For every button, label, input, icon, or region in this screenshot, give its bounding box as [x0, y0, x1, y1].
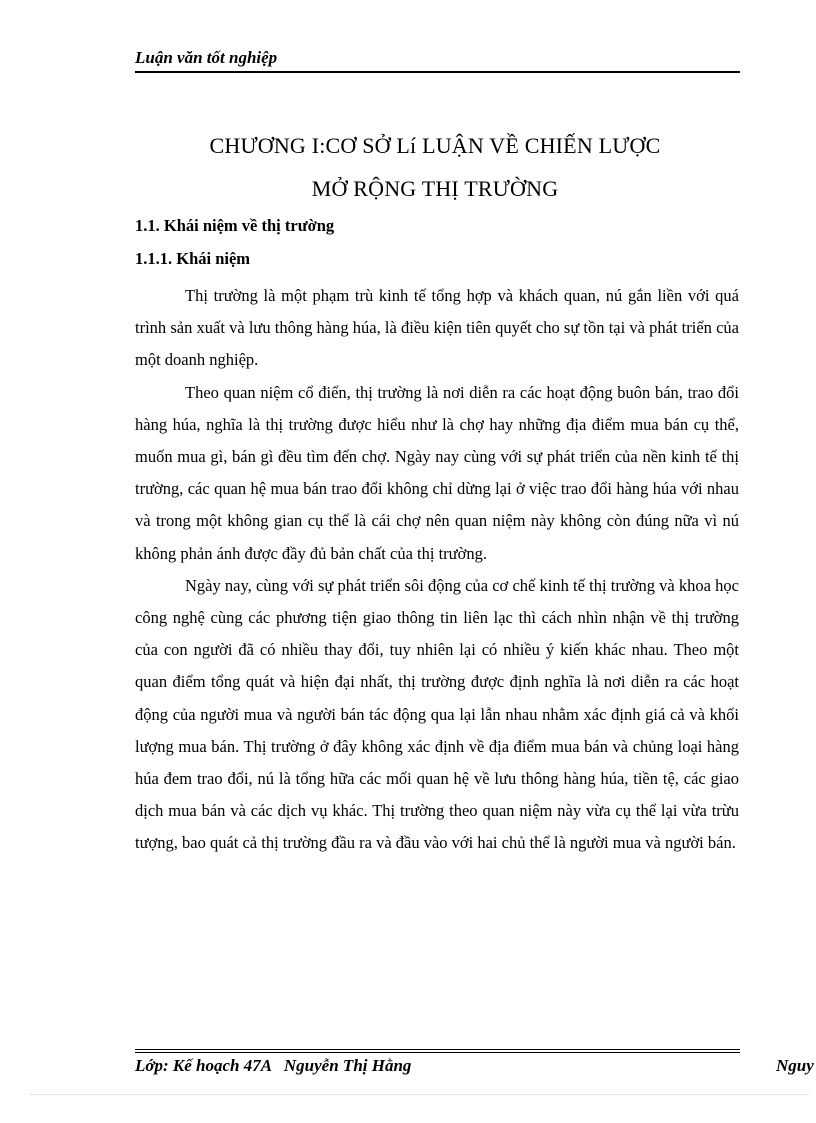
footer-rule-bottom	[135, 1052, 740, 1053]
paragraph-1: Thị trường là một phạm trù kinh tế tổng hợp và khách quan, nú gắn liền với quá trình sản xuất và lưu thông hàng húa, là điều kiện tiên quyết cho sự tồn tại và phát triển của một doanh nghiệp.	[135, 286, 739, 370]
header-rule	[135, 71, 740, 73]
page-edge-divider	[30, 1094, 810, 1095]
body-text	[135, 280, 739, 860]
paragraph-3: Ngày nay, cùng với sự phát triển sôi động của cơ chế kinh tế thị trường và khoa học công nghệ cùng các phương tiện giao thông tin liên lạc thì cách nhìn nhận về thị trường của con người đã có nhiều thay đổi, tuy nhiên lại có nhiều ý kiến khác nhau. Theo một quan điểm tổng quát và hiện đại nhất, thị trường được định nghĩa là nơi diễn ra các hoạt động của người mua và người bán tác động qua lại lẫn nhau nhằm xác định giá cả và khối lượng mua bán. Thị trường ở đây không xác định về địa điểm mua bán và chủng loại hàng húa đem trao đổi, nú là tổng hữa các mối quan hệ về lưu thông hàng húa, tiền tệ, các giao dịch mua bán và các dịch vụ khác. Thị trường theo quan niệm này vừa cụ thể lại vừa trừu tượng, bao quát cả thị trường đầu ra và đầu vào với hai chủ thể là người mua và người bán.	[135, 575, 739, 853]
section-heading-1-1: 1.1. Khái niệm về thị trường	[135, 216, 335, 235]
section-heading-1-1-1: 1.1.1. Khái niệm	[135, 249, 251, 268]
paragraph-2: Theo quan niệm cổ điển, thị trường là nơi diễn ra các hoạt động buôn bán, trao đổi hàng húa, nghĩa là thị trường được hiểu như là chợ hay những địa điểm mua bán cụ thể, muốn mua gì, bán gì đều tìm đến chợ. Ngày nay cùng với sự phát triển của nền kinh tế thị trường, các quan hệ mua bán trao đổi không chỉ dừng lại ở việc trao đổi hàng húa với nhau và trong một không gian cụ thể là cái chợ nên quan niệm này không còn đúng nữa vì nú không phản ánh được đầy đủ bản chất của thị trường.	[135, 382, 739, 563]
footer-class-author: Lớp: Kế hoạch 47A Nguyễn Thị Hằng	[135, 1056, 412, 1075]
header-title: Luận văn tốt nghiệp	[135, 48, 278, 67]
chapter-title-line-2: MỞ RỘNG THỊ TRƯỜNG	[311, 176, 559, 201]
footer-rule-top	[135, 1049, 740, 1050]
chapter-title-line-1: CHƯƠNG I:CƠ SỞ Lí LUẬN VỀ CHIẾN LƯỢC	[209, 133, 661, 158]
footer-right-text: Nguy	[776, 1056, 814, 1075]
